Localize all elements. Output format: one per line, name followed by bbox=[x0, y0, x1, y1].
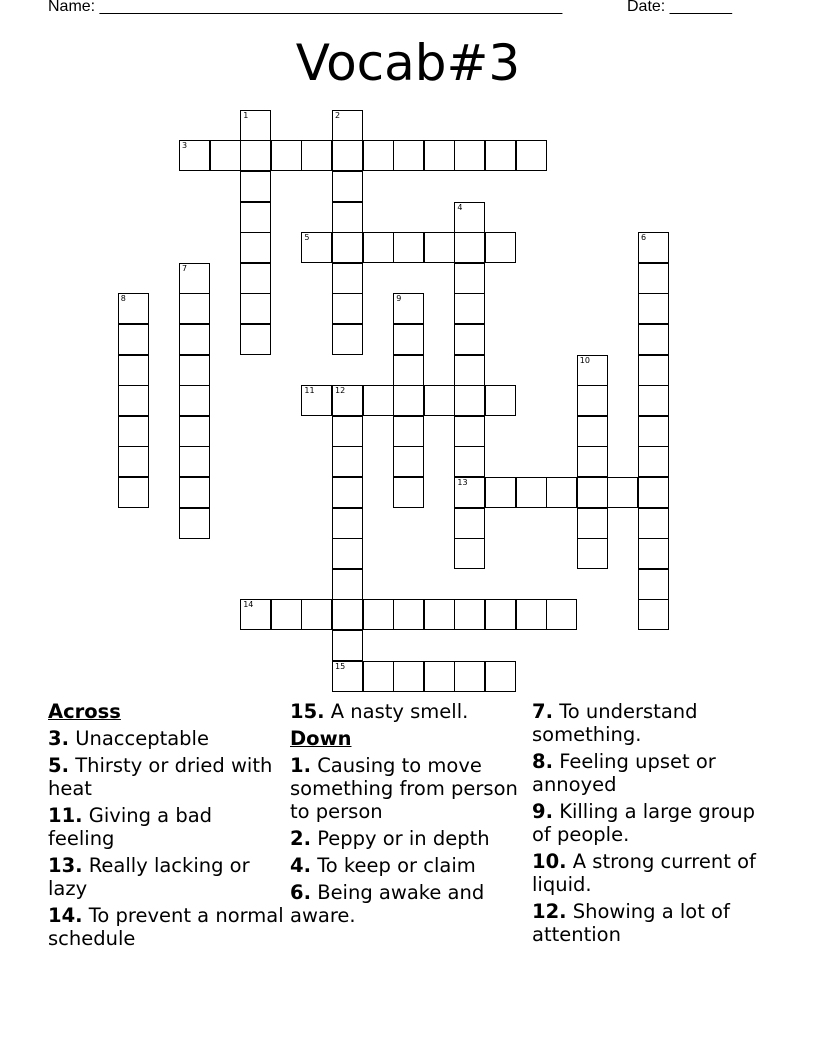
grid-cell[interactable] bbox=[454, 385, 485, 416]
clue-number: 15 bbox=[335, 661, 346, 671]
grid-cell[interactable] bbox=[118, 355, 149, 386]
grid-cell[interactable] bbox=[179, 263, 210, 294]
grid-cell[interactable] bbox=[179, 508, 210, 539]
grid-cell[interactable] bbox=[393, 232, 424, 263]
grid-cell[interactable] bbox=[332, 202, 363, 233]
grid-cell[interactable] bbox=[638, 263, 669, 294]
grid-cell[interactable] bbox=[363, 140, 394, 171]
grid-cell[interactable] bbox=[118, 477, 149, 508]
grid-cell[interactable] bbox=[454, 661, 485, 692]
grid-cell[interactable] bbox=[516, 599, 547, 630]
grid-cell[interactable] bbox=[118, 446, 149, 477]
grid-cell[interactable] bbox=[363, 232, 394, 263]
grid-cell[interactable] bbox=[393, 446, 424, 477]
grid-cell[interactable] bbox=[332, 508, 363, 539]
grid-cell[interactable] bbox=[638, 324, 669, 355]
grid-cell[interactable] bbox=[638, 232, 669, 263]
clue-down-4: 4. To keep or claim bbox=[290, 854, 476, 877]
clue-down-9: 9. Killing a large group of people. bbox=[532, 800, 755, 846]
grid-cell[interactable] bbox=[638, 569, 669, 600]
grid-cell[interactable] bbox=[332, 661, 363, 692]
clue-number: 11 bbox=[304, 386, 315, 396]
grid-cell[interactable] bbox=[546, 599, 577, 630]
clue-down-12: 12. Showing a lot of attention bbox=[532, 900, 730, 946]
grid-cell[interactable] bbox=[179, 385, 210, 416]
grid-cell[interactable] bbox=[577, 355, 608, 386]
grid-cell[interactable] bbox=[638, 599, 669, 630]
grid-cell[interactable] bbox=[332, 171, 363, 202]
grid-cell[interactable] bbox=[424, 140, 455, 171]
grid-cell[interactable] bbox=[332, 232, 363, 263]
clue-number: 2 bbox=[335, 110, 341, 120]
grid-cell[interactable] bbox=[393, 385, 424, 416]
clue-number: 10 bbox=[579, 355, 590, 365]
grid-cell[interactable] bbox=[240, 232, 271, 263]
grid-cell[interactable] bbox=[179, 477, 210, 508]
clue-number: 7 bbox=[182, 263, 188, 273]
grid-cell[interactable] bbox=[240, 293, 271, 324]
grid-cell[interactable] bbox=[240, 140, 271, 171]
grid-cell[interactable] bbox=[332, 385, 363, 416]
grid-cell[interactable] bbox=[638, 355, 669, 386]
grid-cell[interactable] bbox=[301, 232, 332, 263]
grid-cell[interactable] bbox=[271, 140, 302, 171]
clue-across-3: 3. Unacceptable bbox=[48, 727, 209, 750]
grid-cell[interactable] bbox=[301, 140, 332, 171]
down-heading: Down bbox=[290, 727, 352, 750]
across-heading: Across bbox=[48, 700, 121, 723]
clue-number: 3 bbox=[182, 141, 188, 151]
grid-cell[interactable] bbox=[179, 416, 210, 447]
grid-cell[interactable] bbox=[301, 599, 332, 630]
grid-cell[interactable] bbox=[179, 140, 210, 171]
grid-cell[interactable] bbox=[454, 202, 485, 233]
grid-cell[interactable] bbox=[607, 477, 638, 508]
grid-cell[interactable] bbox=[454, 232, 485, 263]
grid-cell[interactable] bbox=[332, 140, 363, 171]
clue-number: 14 bbox=[243, 600, 254, 610]
grid-cell[interactable] bbox=[332, 538, 363, 569]
clues-column-2 bbox=[290, 700, 526, 931]
grid-cell[interactable] bbox=[485, 385, 516, 416]
grid-cell[interactable] bbox=[393, 293, 424, 324]
grid-cell[interactable] bbox=[332, 477, 363, 508]
grid-cell[interactable] bbox=[240, 171, 271, 202]
grid-cell[interactable] bbox=[363, 385, 394, 416]
grid-cell[interactable] bbox=[363, 599, 394, 630]
clue-across-13: 13. Really lacking or lazy bbox=[48, 854, 250, 900]
clue-down-8: 8. Feeling upset or annoyed bbox=[532, 750, 716, 796]
grid-cell[interactable] bbox=[638, 293, 669, 324]
grid-cell[interactable] bbox=[638, 446, 669, 477]
clue-down-1: 1. Causing to move something from person to person bbox=[290, 754, 518, 823]
grid-cell[interactable] bbox=[118, 385, 149, 416]
grid-cell[interactable] bbox=[516, 477, 547, 508]
clue-down-10: 10. A strong current of liquid. bbox=[532, 850, 756, 896]
grid-cell[interactable] bbox=[332, 293, 363, 324]
clues-column-3 bbox=[532, 700, 768, 950]
grid-cell[interactable] bbox=[485, 599, 516, 630]
grid-cell[interactable] bbox=[240, 324, 271, 355]
page-title: Vocab#3 bbox=[295, 34, 521, 92]
grid-cell[interactable] bbox=[332, 569, 363, 600]
grid-cell[interactable] bbox=[393, 661, 424, 692]
grid-cell[interactable] bbox=[393, 324, 424, 355]
grid-cell[interactable] bbox=[454, 477, 485, 508]
grid-cell[interactable] bbox=[179, 324, 210, 355]
grid-cell[interactable] bbox=[454, 599, 485, 630]
grid-cell[interactable] bbox=[577, 446, 608, 477]
date-field-label: Date: _______ bbox=[627, 0, 732, 15]
clues-column-1 bbox=[48, 700, 284, 954]
clue-across-15: 15. A nasty smell. bbox=[290, 700, 469, 723]
grid-cell[interactable] bbox=[454, 538, 485, 569]
clue-number: 4 bbox=[457, 202, 463, 212]
clue-across-5: 5. Thirsty or dried with heat bbox=[48, 754, 273, 800]
grid-cell[interactable] bbox=[118, 416, 149, 447]
grid-cell[interactable] bbox=[638, 385, 669, 416]
grid-cell[interactable] bbox=[485, 477, 516, 508]
grid-cell[interactable] bbox=[577, 416, 608, 447]
grid-cell[interactable] bbox=[424, 599, 455, 630]
grid-cell[interactable] bbox=[454, 293, 485, 324]
grid-cell[interactable] bbox=[454, 446, 485, 477]
clue-number: 8 bbox=[120, 294, 126, 304]
grid-cell[interactable] bbox=[332, 110, 363, 141]
grid-cell[interactable] bbox=[516, 140, 547, 171]
grid-cell[interactable] bbox=[118, 293, 149, 324]
grid-cell[interactable] bbox=[363, 661, 394, 692]
grid-cell[interactable] bbox=[332, 446, 363, 477]
grid-cell[interactable] bbox=[271, 599, 302, 630]
grid-cell[interactable] bbox=[454, 263, 485, 294]
grid-cell[interactable] bbox=[454, 508, 485, 539]
grid-cell[interactable] bbox=[638, 538, 669, 569]
clue-down-7: 7. To understand something. bbox=[532, 700, 698, 746]
grid-cell[interactable] bbox=[332, 630, 363, 661]
grid-cell[interactable] bbox=[393, 416, 424, 447]
grid-cell[interactable] bbox=[454, 416, 485, 447]
clue-number: 1 bbox=[243, 110, 249, 120]
name-field-label: Name: ____________________________________________________ bbox=[48, 0, 563, 15]
grid-cell[interactable] bbox=[393, 477, 424, 508]
grid-cell[interactable] bbox=[118, 324, 149, 355]
clue-across-11: 11. Giving a bad feeling bbox=[48, 804, 213, 850]
grid-cell[interactable] bbox=[577, 538, 608, 569]
grid-cell[interactable] bbox=[638, 508, 669, 539]
grid-cell[interactable] bbox=[485, 661, 516, 692]
grid-cell[interactable] bbox=[210, 140, 241, 171]
clue-number: 9 bbox=[396, 294, 402, 304]
clue-down-6: 6. Being awake and aware. bbox=[290, 881, 485, 927]
grid-cell[interactable] bbox=[179, 293, 210, 324]
grid-cell[interactable] bbox=[301, 385, 332, 416]
grid-cell[interactable] bbox=[332, 416, 363, 447]
grid-cell[interactable] bbox=[454, 324, 485, 355]
grid-cell[interactable] bbox=[577, 508, 608, 539]
grid-cell[interactable] bbox=[393, 140, 424, 171]
grid-cell[interactable] bbox=[424, 661, 455, 692]
grid-cell[interactable] bbox=[332, 263, 363, 294]
grid-cell[interactable] bbox=[638, 477, 669, 508]
grid-cell[interactable] bbox=[424, 232, 455, 263]
clue-number: 12 bbox=[335, 386, 346, 396]
grid-cell[interactable] bbox=[577, 385, 608, 416]
clue-across-14: 14. To prevent a normal schedule bbox=[48, 904, 284, 950]
grid-cell[interactable] bbox=[393, 599, 424, 630]
grid-cell[interactable] bbox=[424, 385, 455, 416]
grid-cell[interactable] bbox=[485, 232, 516, 263]
grid-cell[interactable] bbox=[485, 140, 516, 171]
clue-down-2: 2. Peppy or in depth bbox=[290, 827, 490, 850]
grid-cell[interactable] bbox=[638, 416, 669, 447]
grid-cell[interactable] bbox=[577, 477, 608, 508]
grid-cell[interactable] bbox=[454, 355, 485, 386]
grid-cell[interactable] bbox=[454, 140, 485, 171]
grid-cell[interactable] bbox=[240, 202, 271, 233]
clue-number: 13 bbox=[457, 478, 468, 487]
grid-cell[interactable] bbox=[332, 599, 363, 630]
grid-cell[interactable] bbox=[240, 263, 271, 294]
grid-cell[interactable] bbox=[179, 355, 210, 386]
clue-number: 5 bbox=[304, 233, 310, 243]
grid-cell[interactable] bbox=[393, 355, 424, 386]
grid-cell[interactable] bbox=[332, 324, 363, 355]
grid-cell[interactable] bbox=[179, 446, 210, 477]
grid-cell[interactable] bbox=[240, 110, 271, 141]
grid-cell[interactable] bbox=[240, 599, 271, 630]
clue-number: 6 bbox=[641, 233, 647, 243]
grid-cell[interactable] bbox=[546, 477, 577, 508]
